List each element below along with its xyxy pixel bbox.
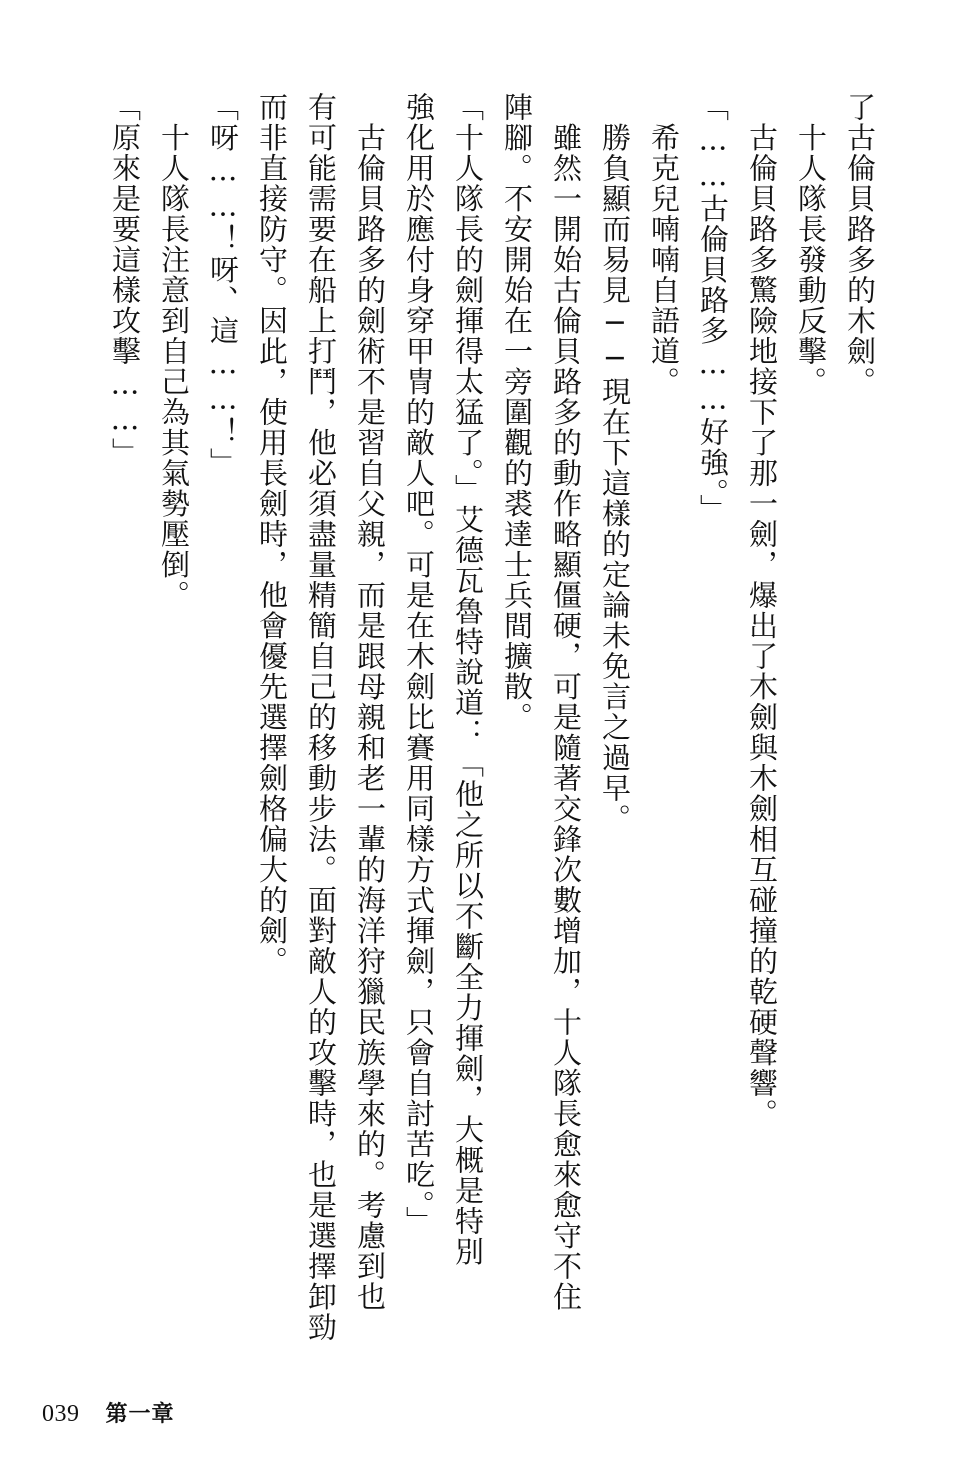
text-line: 有可能需要在船上打鬥，他必須盡量精簡自己的移動步法。面對敵人的攻擊時，也是選擇卸勁 — [304, 92, 338, 1343]
text-line: 古倫貝路多驚險地接下了那一劍，爆出了木劍與木劍相互碰撞的乾硬聲響。 — [745, 92, 779, 1129]
vertical-text-body — [94, 92, 884, 1372]
text-line: 「原來是要這樣攻擊……」 — [108, 92, 142, 468]
text-line: 陣腳。不安開始在一旁圍觀的裘達士兵間擴散。 — [500, 92, 534, 733]
text-line: 「十人隊長的劍揮得太猛了。」艾德瓦魯特說道：「他之所以不斷全力揮劍，大概是特別 — [451, 92, 485, 1267]
text-line: 了古倫貝路多的木劍。 — [843, 92, 877, 397]
text-line: 勝負顯而易見──現在下這樣的定論未免言之過早。 — [598, 92, 632, 834]
page-footer — [42, 1397, 175, 1433]
text-line: 「……古倫貝路多……好強。」 — [696, 92, 730, 525]
text-line: 古倫貝路多的劍術不是習自父親，而是跟母親和老一輩的海洋狩獵民族學來的。考慮到也 — [353, 92, 387, 1312]
text-line: 十人隊長注意到自己為其氣勢壓倒。 — [157, 92, 191, 611]
text-line: 而非直接防守。因此，使用長劍時，他會優先選擇劍格偏大的劍。 — [255, 92, 289, 977]
chapter-title: 第一章 — [105, 1402, 175, 1427]
text-line: 強化用於應付身穿甲冑的敵人吧。可是在木劍比賽用同樣方式揮劍，只會自討苦吃。」 — [402, 92, 436, 1237]
text-line: 「呀……！呀、這……！」 — [206, 92, 240, 478]
text-line: 十人隊長發動反擊。 — [794, 92, 828, 397]
text-line: 希克兒喃喃自語道。 — [647, 92, 681, 397]
page-number: 039 — [42, 1401, 80, 1427]
text-line: 雖然一開始古倫貝路多的動作略顯僵硬，可是隨著交鋒次數增加，十人隊長愈來愈守不住 — [549, 92, 583, 1312]
